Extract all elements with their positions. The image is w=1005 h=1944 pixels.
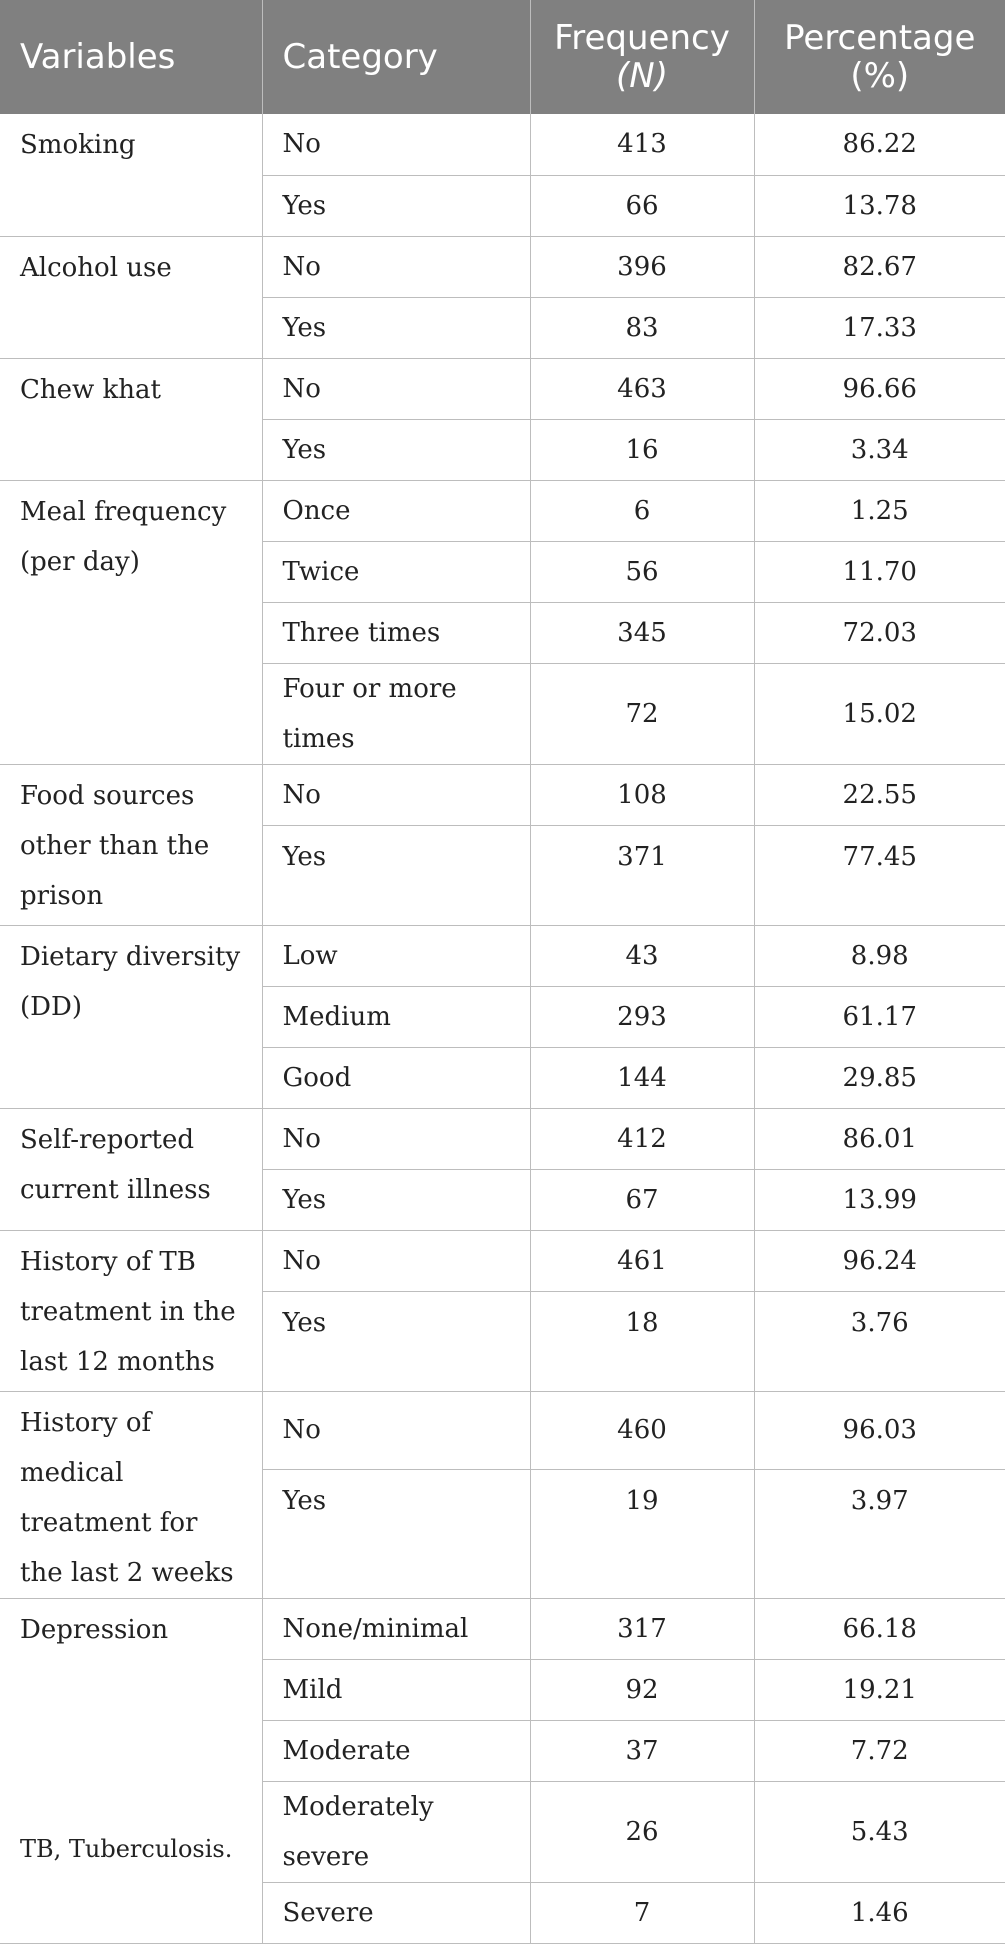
percentage-cell: 11.70 <box>754 541 1005 602</box>
percentage-cell: 17.33 <box>754 297 1005 358</box>
frequency-cell: 317 <box>530 1598 754 1659</box>
category-cell: No <box>262 1391 530 1469</box>
category-cell: No <box>262 114 530 175</box>
table-row <box>0 925 1005 986</box>
variable-cell: History of medical treatment for the last 2 weeks <box>0 1391 262 1598</box>
category-cell: Yes <box>262 297 530 358</box>
percentage-cell: 8.98 <box>754 925 1005 986</box>
percentage-cell: 86.01 <box>754 1108 1005 1169</box>
frequency-cell: 83 <box>530 297 754 358</box>
category-cell: Yes <box>262 1291 530 1391</box>
frequency-cell: 37 <box>530 1720 754 1781</box>
table-row <box>0 764 1005 825</box>
variable-cell: Meal frequency (per day) <box>0 480 262 764</box>
percentage-cell: 96.66 <box>754 358 1005 419</box>
table-row <box>0 1391 1005 1469</box>
table-row <box>0 480 1005 541</box>
frequency-cell: 412 <box>530 1108 754 1169</box>
header-frequency-line2: (N) <box>616 56 668 96</box>
category-cell: Yes <box>262 419 530 480</box>
category-cell: Twice <box>262 541 530 602</box>
frequency-cell: 19 <box>530 1469 754 1598</box>
percentage-cell: 3.97 <box>754 1469 1005 1598</box>
frequency-cell: 345 <box>530 602 754 663</box>
category-cell: No <box>262 236 530 297</box>
header-percentage-line1: Percentage <box>784 18 976 58</box>
percentage-cell: 96.24 <box>754 1230 1005 1291</box>
category-cell: Moderately severe <box>262 1781 530 1882</box>
variable-cell: History of TB treatment in the last 12 months <box>0 1230 262 1391</box>
category-cell: Severe <box>262 1882 530 1943</box>
table-row <box>0 1108 1005 1169</box>
category-cell: Low <box>262 925 530 986</box>
table-row <box>0 114 1005 175</box>
frequency-cell: 16 <box>530 419 754 480</box>
category-cell: No <box>262 358 530 419</box>
category-cell: Four or more times <box>262 663 530 764</box>
percentage-cell: 5.43 <box>754 1781 1005 1882</box>
percentage-cell: 3.76 <box>754 1291 1005 1391</box>
frequency-cell: 396 <box>530 236 754 297</box>
header-percentage-line2: (%) <box>850 56 910 96</box>
frequency-cell: 463 <box>530 358 754 419</box>
table-header <box>0 0 1005 114</box>
header-variables: Variables <box>0 0 262 114</box>
percentage-cell: 96.03 <box>754 1391 1005 1469</box>
percentage-cell: 19.21 <box>754 1659 1005 1720</box>
frequency-cell: 26 <box>530 1781 754 1882</box>
frequency-cell: 6 <box>530 480 754 541</box>
category-cell: Medium <box>262 986 530 1047</box>
percentage-cell: 29.85 <box>754 1047 1005 1108</box>
frequency-cell: 92 <box>530 1659 754 1720</box>
table-row <box>0 1230 1005 1291</box>
percentage-cell: 1.46 <box>754 1882 1005 1943</box>
percentage-cell: 61.17 <box>754 986 1005 1047</box>
percentage-cell: 22.55 <box>754 764 1005 825</box>
category-cell: Yes <box>262 1469 530 1598</box>
category-cell: No <box>262 1108 530 1169</box>
frequency-cell: 460 <box>530 1391 754 1469</box>
header-row <box>0 0 1005 114</box>
variable-cell: Depression <box>0 1598 262 1943</box>
variable-cell: Alcohol use <box>0 236 262 358</box>
category-cell: Mild <box>262 1659 530 1720</box>
percentage-cell: 66.18 <box>754 1598 1005 1659</box>
variable-cell: Chew khat <box>0 358 262 480</box>
percentage-cell: 82.67 <box>754 236 1005 297</box>
table-footnote: TB, Tuberculosis. <box>20 1835 233 1863</box>
frequency-cell: 18 <box>530 1291 754 1391</box>
percentage-cell: 86.22 <box>754 114 1005 175</box>
frequency-cell: 72 <box>530 663 754 764</box>
header-percentage <box>754 0 1005 114</box>
category-cell: No <box>262 764 530 825</box>
header-frequency <box>530 0 754 114</box>
header-frequency-line1: Frequency <box>554 18 730 58</box>
variable-cell: Smoking <box>0 114 262 236</box>
table-row <box>0 236 1005 297</box>
frequency-cell: 413 <box>530 114 754 175</box>
variable-cell: Self-reported current illness <box>0 1108 262 1230</box>
percentage-cell: 13.99 <box>754 1169 1005 1230</box>
category-cell: Moderate <box>262 1720 530 1781</box>
percentage-cell: 1.25 <box>754 480 1005 541</box>
frequency-cell: 7 <box>530 1882 754 1943</box>
frequency-cell: 66 <box>530 175 754 236</box>
table-row <box>0 358 1005 419</box>
header-category: Category <box>262 0 530 114</box>
category-cell: Three times <box>262 602 530 663</box>
percentage-cell: 72.03 <box>754 602 1005 663</box>
percentage-cell: 77.45 <box>754 825 1005 925</box>
category-cell: No <box>262 1230 530 1291</box>
percentage-cell: 13.78 <box>754 175 1005 236</box>
category-cell: None/minimal <box>262 1598 530 1659</box>
frequency-cell: 293 <box>530 986 754 1047</box>
frequency-cell: 108 <box>530 764 754 825</box>
frequency-cell: 371 <box>530 825 754 925</box>
percentage-cell: 7.72 <box>754 1720 1005 1781</box>
category-cell: Yes <box>262 175 530 236</box>
percentage-cell: 15.02 <box>754 663 1005 764</box>
frequency-cell: 144 <box>530 1047 754 1108</box>
variable-cell: Dietary diversity (DD) <box>0 925 262 1108</box>
category-cell: Yes <box>262 825 530 925</box>
category-cell: Once <box>262 480 530 541</box>
frequency-cell: 67 <box>530 1169 754 1230</box>
table-body <box>0 114 1005 1943</box>
percentage-cell: 3.34 <box>754 419 1005 480</box>
frequency-cell: 56 <box>530 541 754 602</box>
frequency-cell: 43 <box>530 925 754 986</box>
table-row <box>0 1598 1005 1659</box>
variable-cell: Food sources other than the prison <box>0 764 262 925</box>
frequency-cell: 461 <box>530 1230 754 1291</box>
category-cell: Yes <box>262 1169 530 1230</box>
category-cell: Good <box>262 1047 530 1108</box>
